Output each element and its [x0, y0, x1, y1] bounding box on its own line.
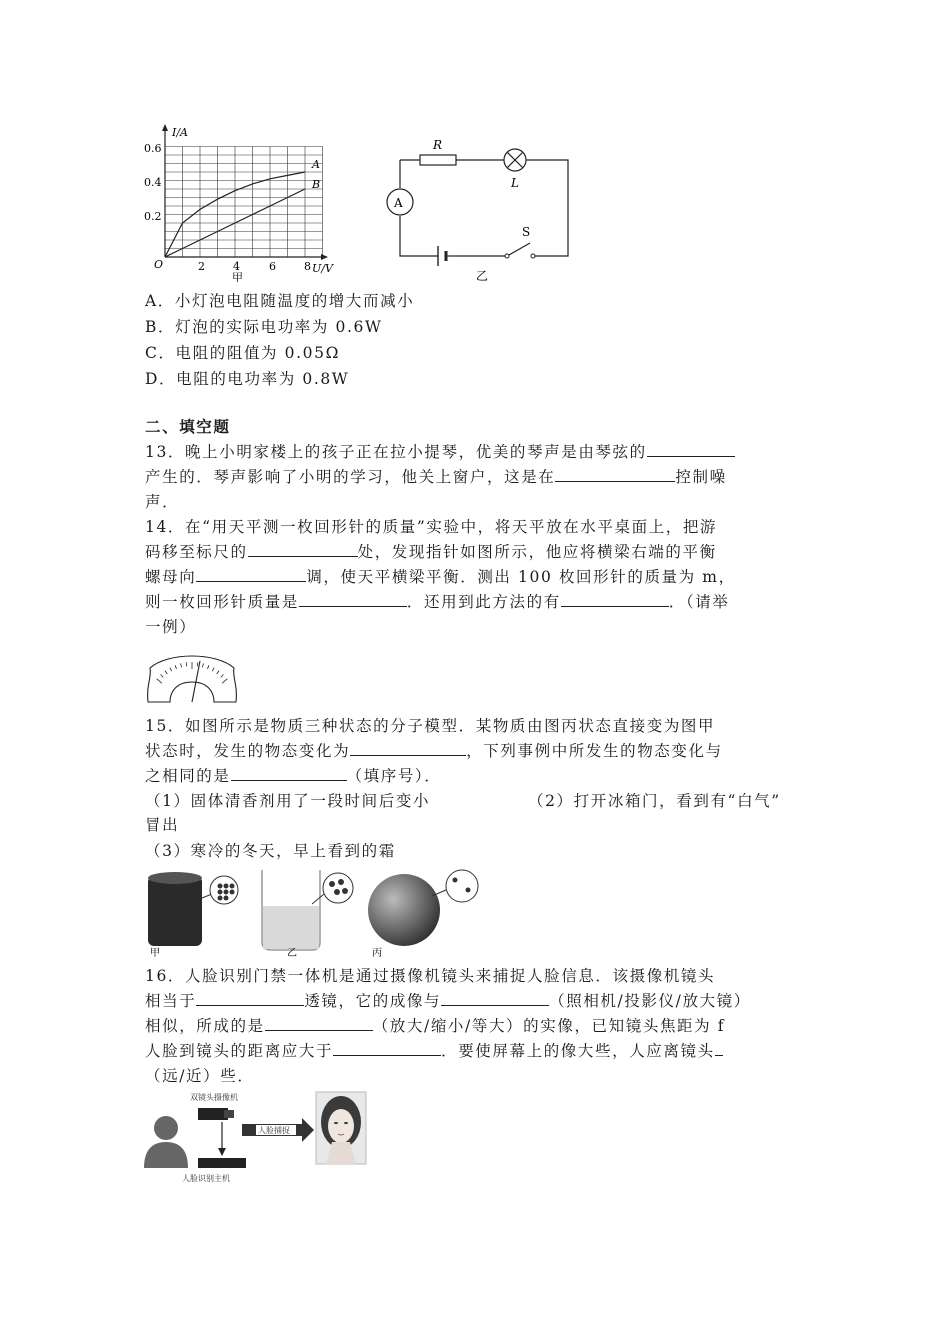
q12-option-a: A．小灯泡电阻随温度的增大而减小 [145, 292, 415, 310]
liquid-fill [263, 906, 319, 949]
q14-line-5: 一例） [145, 618, 197, 636]
liquid-zoom-circle [323, 873, 353, 903]
face-eye-left [334, 1122, 338, 1124]
q15-text-3a: 之相同的是 [145, 767, 231, 785]
q16-line-1: 16．人脸识别门禁一体机是通过摄像机镜头来捕捉人脸信息．该摄像机镜头 [145, 967, 716, 985]
resistor-symbol [420, 155, 456, 165]
gas-label: 丙 [372, 948, 382, 958]
solid-label: 甲 [150, 948, 160, 958]
q14-line-2 [145, 542, 717, 562]
q14-blank-2[interactable] [196, 567, 306, 582]
q15-option-3: （3）寒冷的冬天，早上看到的霜 [145, 842, 396, 860]
q13-text-1: 13．晚上小明家楼上的孩子正在拉小提琴，优美的琴声是由琴弦的 [145, 443, 647, 461]
q13-blank-1[interactable] [647, 442, 735, 457]
q15-text-2a: 状态时，发生的物态变化为 [145, 742, 351, 760]
q14-text-4b: ．还用到此方法的有 [406, 593, 561, 611]
gas-zoom-circle [446, 870, 478, 902]
face-eye-right [344, 1122, 348, 1124]
q16-text-4b: ．要使屏幕上的像大些，人应离镜头 [441, 1042, 715, 1060]
curve-a-label: A [312, 158, 320, 171]
camera-label: 双镜头摄像机 [190, 1093, 238, 1102]
q12-option-b: B．灯泡的实际电功率为 0.6W [145, 318, 383, 336]
q16-blank-1[interactable] [196, 991, 304, 1006]
host-label: 人脸识别主机 [182, 1174, 230, 1183]
q14-blank-1[interactable] [248, 542, 358, 557]
x-tick-2: 2 [198, 260, 205, 273]
liquid-zoom-line [312, 894, 324, 904]
gas-sphere [368, 874, 440, 946]
q13-blank-2[interactable] [555, 467, 675, 482]
q13-line-2 [145, 467, 727, 487]
y-axis-arrow [162, 124, 168, 131]
q15-blank-1[interactable] [350, 741, 466, 756]
person-body [144, 1142, 188, 1168]
origin-label: O [154, 258, 164, 271]
q14-text-3b: 调，使天平横梁平衡．测出 100 枚回形针的质量为 m， [306, 568, 736, 586]
q15-blank-2[interactable] [231, 766, 347, 781]
x-tick-4: 4 [233, 260, 240, 273]
ammeter-label: A [394, 196, 403, 210]
q15-line-2 [145, 741, 723, 761]
solid-cylinder [148, 876, 202, 946]
q15-text-2b: ，下列事例中所发生的物态变化与 [466, 742, 723, 760]
q14-text-2b: 处，发现指针如图所示，他应将横梁右端的平衡 [357, 543, 717, 561]
x-axis-label: U/V [312, 262, 333, 275]
q15-text-3b: （填序号）． [346, 767, 442, 785]
q13-line-3: 声． [145, 493, 180, 511]
balance-dial-figure [142, 646, 242, 704]
section-title: 二、填空题 [145, 417, 231, 436]
q13-line-1 [145, 442, 735, 462]
x-tick-8: 8 [304, 260, 311, 273]
q13-text-2a: 产生的．琴声影响了小明的学习，他关上窗户，这是在 [145, 468, 556, 486]
face-skin [328, 1109, 354, 1143]
curve-b-label: B [312, 178, 321, 191]
q15-option-1: （1）固体清香剂用了一段时间后变小 [145, 792, 431, 810]
q14-text-3a: 螺母向 [145, 568, 197, 586]
q15-option-2: （2）打开冰箱门，看到有“白气” [528, 792, 781, 810]
q14-text-2a: 码移至标尺的 [145, 543, 248, 561]
camera-body [198, 1108, 228, 1120]
liquid-label: 乙 [287, 948, 297, 958]
switch-lever [509, 243, 530, 255]
q15-line-3 [145, 766, 441, 786]
q16-text-2b: 透镜，它的成像与 [304, 992, 442, 1010]
q16-line-4 [145, 1041, 723, 1061]
graph-caption: 甲 [232, 271, 243, 282]
switch-label: S [522, 225, 531, 239]
y-tick-0-4: 0.4 [144, 176, 162, 189]
y-tick-0-2: 0.2 [144, 210, 162, 223]
q12-option-c: C．电阻的阻值为 0.05Ω [145, 344, 341, 362]
host-box [198, 1158, 246, 1168]
x-tick-6: 6 [269, 260, 276, 273]
q16-line-5: （远/近）些． [145, 1067, 255, 1085]
molecular-model-figure [142, 866, 487, 958]
camera-host-arrowhead [218, 1148, 226, 1156]
circuit-diagram [378, 132, 578, 282]
q15-option-2-cont: 冒出 [145, 816, 180, 834]
graph-grid [165, 147, 323, 258]
face-recognition-figure [142, 1088, 372, 1184]
q16-blank-4[interactable] [333, 1041, 441, 1056]
circuit-wire-top [400, 160, 568, 256]
person-head [154, 1116, 178, 1140]
q16-blank-5[interactable] [715, 1041, 723, 1056]
q16-blank-2[interactable] [441, 991, 549, 1006]
q14-line-3 [145, 567, 736, 587]
q16-line-3 [145, 1016, 725, 1036]
lamp-label: L [511, 176, 519, 190]
q16-text-4a: 人脸到镜头的距离应大于 [145, 1042, 334, 1060]
q14-line-1: 14．在“用天平测一枚回形针的质量”实验中，将天平放在水平桌面上，把游 [145, 518, 718, 536]
q16-blank-3[interactable] [265, 1016, 373, 1031]
x-axis-arrow [321, 254, 328, 260]
dial-tick [197, 662, 198, 666]
switch-contact-left [505, 254, 509, 258]
q15-line-1: 15．如图所示是物质三种状态的分子模型．某物质由图丙状态直接变为图甲 [145, 717, 716, 735]
q16-text-2c: （照相机/投影仪/放大镜） [549, 992, 751, 1010]
circuit-caption: 乙 [476, 269, 489, 282]
q16-text-2a: 相当于 [145, 992, 197, 1010]
dial-tick [186, 662, 187, 666]
circuit-wire-bottom [400, 160, 506, 256]
iu-graph [140, 122, 350, 282]
q14-blank-3[interactable] [299, 592, 407, 607]
solid-cylinder-top [148, 872, 202, 884]
camera-lens [224, 1110, 234, 1118]
y-axis-label: I/A [172, 126, 188, 139]
q16-text-3b: （放大/缩小/等大）的实像，已知镜头焦距为 f [372, 1017, 726, 1035]
q14-line-4 [145, 592, 729, 612]
solid-zoom-circle [210, 876, 238, 904]
q12-option-d: D．电阻的电功率为 0.8W [145, 370, 350, 388]
y-tick-0-6: 0.6 [144, 142, 162, 155]
q14-text-4c: ．（请举 [668, 593, 730, 611]
q16-line-2 [145, 991, 751, 1011]
switch-contact-right [531, 254, 535, 258]
resistor-label: R [433, 138, 443, 152]
q13-text-2b: 控制噪 [675, 468, 727, 486]
q14-text-4a: 则一枚回形针质量是 [145, 593, 299, 611]
capture-label: 人脸捕捉 [258, 1126, 290, 1135]
q16-text-3a: 相似，所成的是 [145, 1017, 265, 1035]
q14-blank-4[interactable] [561, 592, 669, 607]
